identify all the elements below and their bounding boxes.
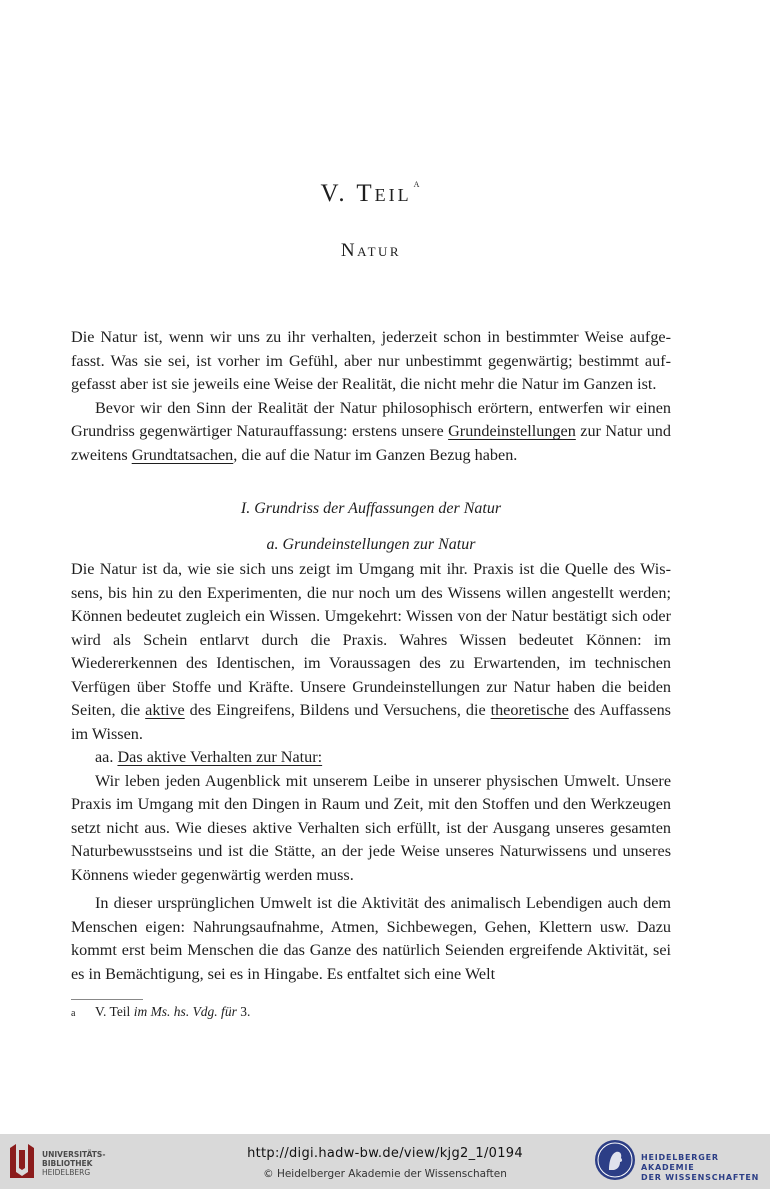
text-run: , die auf die Natur im Ganzen Bezug haben. (233, 445, 518, 464)
intro-paragraph-2 (71, 397, 671, 468)
library-name-line: UNIVERSITÄTS- (42, 1150, 106, 1159)
paragraph: In dieser ursprünglichen Umwelt ist die Aktivität des animalisch Lebendigen auch dem Menschen eigen: Nahrungsaufnahme, Atmen, Sichbewegen, Gehen, Klettern usw. Dazu kommt erst beim Menschen die das Ganze des natürlich Seienden ergreifende Aktivität, sei es in Bemächtigung, sei es in Hingabe. Es entfaltet sich eine Welt (71, 894, 671, 983)
academy-logo[interactable] (595, 1140, 765, 1184)
library-name-line: BIBLIOTHEK (42, 1159, 93, 1168)
intro-paragraph-1: Die Natur ist, wenn wir uns zu ihr verhalten, jederzeit schon in bestimmter Weise aufgefasst. Was sie sei, ist vorher im Gefühl, aber nur unbestimmt gegenwärtig; bestimmt aufgefasst aber ist sie jeweils eine Weise der Realität, die nicht mehr die Natur im Ganzen ist. (71, 328, 671, 393)
footnote-text: V. Teil (95, 1004, 134, 1019)
copyright-notice: © Heidelberger Akademie der Wissenschaften (263, 1168, 507, 1180)
part-title-text: V. Teil (320, 180, 412, 207)
paragraph: Wir leben jeden Augenblick mit unserem Leibe in unserer physischen Umwelt. Unsere Praxis im Umgang mit den Dingen in Raum und Zeit, mit den Stoffen und den Werkzeugen setzt nicht aus. Wie dieses aktive Verhalten sich erfüllt, ist der Ausgang unseres gesamten Naturbewusstseins und ist die Stätte, an der jede Weise unseres Naturwissens und unseres Könnens wieder gegenwärtig werden muss. (71, 771, 671, 884)
underlined-term: theoretische (490, 701, 569, 719)
academy-name (641, 1153, 765, 1183)
underlined-term: Grundtatsachen (131, 445, 234, 464)
footnote-divider (71, 999, 143, 1000)
academy-name-line: HEIDELBERGER AKADEMIE (641, 1153, 719, 1172)
paragraph (71, 558, 671, 746)
text-run: des Auffassens im Wissen. (71, 701, 671, 743)
library-name-line: HEIDELBERG (42, 1168, 91, 1177)
main-text (71, 558, 671, 986)
subsection-heading: a. Grundeinstellungen zur Natur (266, 536, 476, 553)
viewer-footer-bar (0, 1134, 770, 1189)
text-run: Bevor wir den Sinn der Realität der Natur philosophisch erörtern, entwerfen wir einen Grundriss gegenwärtiger Naturauffassung: erstens unsere (71, 398, 671, 440)
intro-text (71, 326, 671, 467)
part-title (0, 178, 740, 208)
seal-profile-icon (595, 1140, 635, 1180)
subheading-aa (71, 746, 671, 770)
academy-seal-icon (595, 1140, 635, 1180)
permalink-url[interactable]: http://digi.hadw-bw.de/view/kjg2_1/0194 (247, 1146, 523, 1161)
subheading-text: Das aktive Verhalten zur Natur: (117, 748, 323, 766)
footnote-mark: a (71, 1008, 76, 1019)
footnote (71, 1004, 250, 1020)
underlined-term: aktive (145, 701, 185, 719)
text-run: des Eingreifens, Bildens und Versuchens, die (184, 701, 491, 719)
text-run: zur Natur und zweitens (71, 422, 671, 464)
footnote-reference: a (413, 178, 420, 190)
subheading-label: aa. (95, 748, 118, 766)
footnote-text: 3. (236, 1004, 251, 1019)
part-subtitle: Natur (340, 240, 402, 261)
text-run: Die Natur ist da, wie sie sich uns zeigt im Umgang mit ihr. Praxis ist die Quelle des Wissens, bis hin zu den Experimenten, die nur noch um des Wissens willen angestellt werden; Können bedeutet zugleich ein Wissen. Umgekehrt: Wissen von der Natur bestätigt sich oder wird als Schein entlarvt durch die Praxis. Wahres Wissen bedeutet Können: im Wiedererkennen des Identischen, im Voraussagen des zu Erwartenden, im technischen Verfügen über Stoffe und Kräfte. Unsere Grundeinstellungen zur Natur haben die beiden Seiten, die (71, 560, 671, 719)
section-heading: I. Grundriss der Auffassungen der Natur (240, 500, 502, 517)
footnote-italic-text: im Ms. hs. Vdg. für (133, 1004, 237, 1019)
academy-name-line: DER WISSENSCHAFTEN (641, 1173, 760, 1182)
underlined-term: Grundeinstellungen (448, 422, 576, 440)
